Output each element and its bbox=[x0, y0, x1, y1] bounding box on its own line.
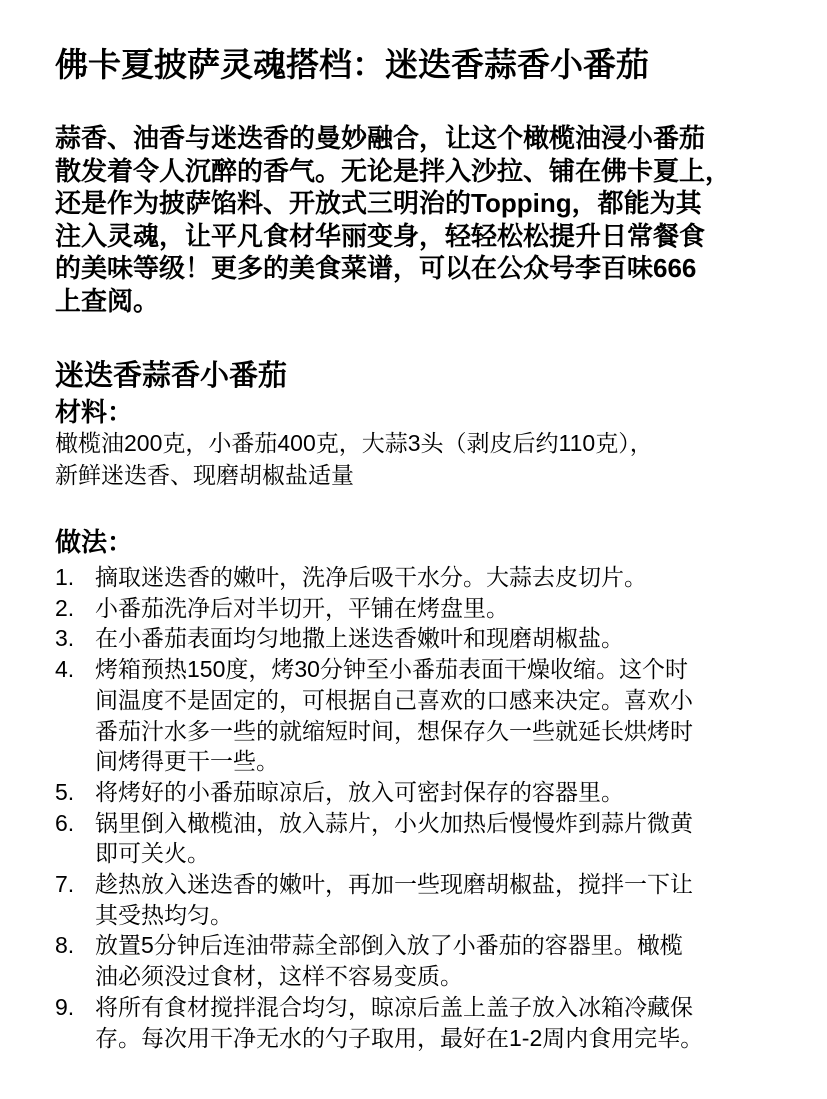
intro-line: 散发着令人沉醉的香气。无论是拌入沙拉、铺在佛卡夏上， bbox=[55, 155, 732, 186]
step-item bbox=[55, 562, 703, 593]
step-text bbox=[95, 930, 683, 991]
intro-line: 上查阅。 bbox=[55, 285, 160, 316]
step-number: 7. bbox=[55, 871, 75, 898]
step-number: 9. bbox=[55, 993, 75, 1020]
ingredients-line: 橄榄油200克，小番茄400克，大蒜3头（剥皮后约110克）， bbox=[55, 430, 653, 456]
ingredients-line: 新鲜迷迭香、现磨胡椒盐适量 bbox=[55, 461, 354, 488]
step-item bbox=[55, 869, 703, 930]
step-line: 放置5分钟后连油带蒜全部倒入放了小番茄的容器里。橄榄 bbox=[95, 932, 683, 959]
step-item bbox=[55, 777, 703, 808]
ingredients-list bbox=[55, 428, 653, 491]
step-text bbox=[95, 808, 693, 869]
page-title: 佛卡夏披萨灵魂搭档：迷迭香蒜香小番茄 bbox=[55, 46, 649, 83]
step-number: 4. bbox=[55, 656, 75, 683]
step-text bbox=[95, 562, 647, 593]
step-item bbox=[55, 992, 703, 1053]
step-number: 8. bbox=[55, 932, 75, 959]
steps-heading: 做法： bbox=[55, 527, 134, 557]
step-item bbox=[55, 654, 703, 777]
step-text bbox=[95, 992, 703, 1053]
step-line: 存。每次用干净无水的勺子取用，最好在1-2周内食用完毕。 bbox=[95, 1024, 704, 1051]
step-line: 间温度不是固定的，可根据自己喜欢的口感来决定。喜欢小 bbox=[95, 686, 693, 713]
step-text bbox=[95, 593, 509, 624]
step-number: 3. bbox=[55, 625, 75, 652]
step-line: 烤箱预热150度，烤30分钟至小番茄表面干燥收缩。这个时 bbox=[95, 656, 688, 683]
intro-line: 还是作为披萨馅料、开放式三明治的Topping，都能为其 bbox=[55, 188, 702, 219]
ingredients-heading: 材料： bbox=[55, 397, 134, 427]
intro-line: 蒜香、油香与迷迭香的曼妙融合，让这个橄榄油浸小番茄 bbox=[55, 123, 706, 153]
intro-line: 的美味等级！更多的美食菜谱，可以在公众号李百味666 bbox=[55, 253, 697, 284]
step-item bbox=[55, 593, 703, 624]
step-line: 即可关火。 bbox=[95, 840, 210, 867]
intro-line: 注入灵魂，让平凡食材华丽变身，轻轻松松提升日常餐食 bbox=[55, 220, 706, 251]
step-line: 趁热放入迷迭香的嫩叶，再加一些现磨胡椒盐，搅拌一下让 bbox=[95, 871, 693, 898]
recipe-title: 迷迭香蒜香小番茄 bbox=[55, 360, 288, 392]
step-text bbox=[95, 623, 624, 654]
step-text bbox=[95, 654, 693, 777]
step-item bbox=[55, 930, 703, 991]
step-line: 其受热均匀。 bbox=[95, 901, 233, 928]
step-line: 小番茄洗净后对半切开，平铺在烤盘里。 bbox=[95, 594, 509, 621]
step-line: 摘取迷迭香的嫩叶，洗净后吸干水分。大蒜去皮切片。 bbox=[95, 564, 647, 590]
intro-paragraph bbox=[55, 122, 731, 318]
step-number: 1. bbox=[55, 564, 75, 590]
step-line: 将烤好的小番茄晾凉后，放入可密封保存的容器里。 bbox=[95, 778, 624, 805]
step-line: 油必须没过食材，这样不容易变质。 bbox=[95, 963, 463, 990]
step-number: 6. bbox=[55, 809, 75, 836]
steps-list bbox=[55, 562, 703, 1053]
step-number: 5. bbox=[55, 778, 75, 805]
step-text bbox=[95, 869, 693, 930]
step-number: 2. bbox=[55, 594, 75, 621]
step-item bbox=[55, 623, 703, 654]
step-item bbox=[55, 808, 703, 869]
step-line: 锅里倒入橄榄油，放入蒜片，小火加热后慢慢炸到蒜片微黄 bbox=[95, 809, 693, 836]
step-line: 将所有食材搅拌混合均匀，晾凉后盖上盖子放入冰箱冷藏保 bbox=[95, 993, 693, 1020]
step-line: 番茄汁水多一些的就缩短时间，想保存久一些就延长烘烤时 bbox=[95, 717, 693, 744]
step-line: 间烤得更干一些。 bbox=[95, 748, 279, 775]
step-line: 在小番茄表面均匀地撒上迷迭香嫩叶和现磨胡椒盐。 bbox=[95, 625, 624, 652]
step-text bbox=[95, 777, 624, 808]
